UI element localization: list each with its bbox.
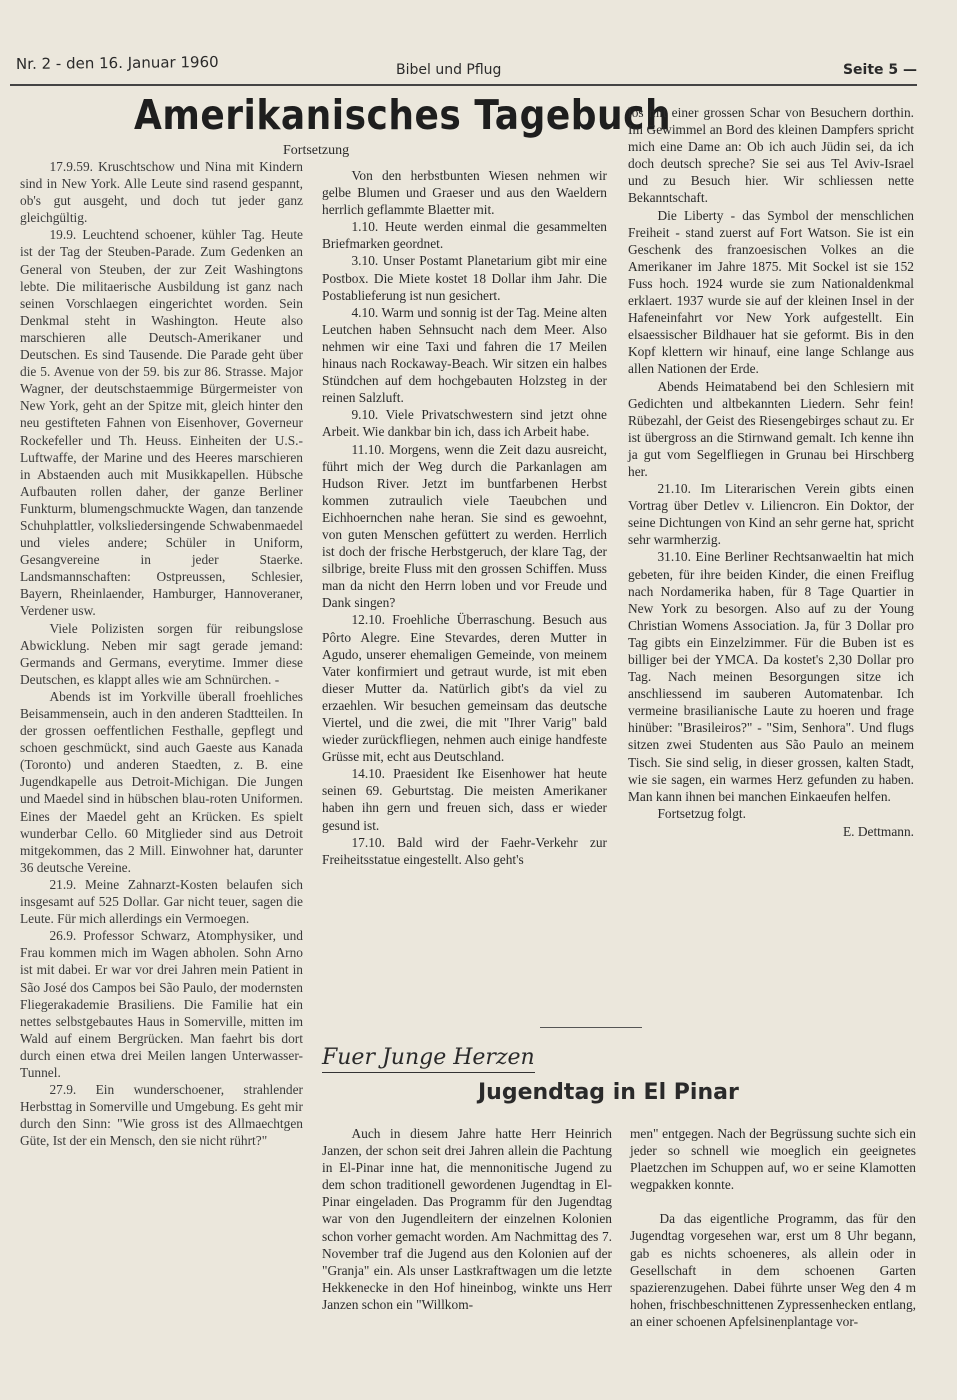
paragraph: 1.10. Heute werden einmal die gesammelten Briefmarken geordnet. xyxy=(322,219,607,252)
article-title: Amerikanisches Tagebuch xyxy=(134,92,672,140)
paragraph: 19.9. Leuchtend schoener, kühler Tag. Heute ist der Tag der Steuben-Parade. Zum Gedenken an General von Steuben, der zur Zeit Washingtons lebte. Die militaerische Ausbildung ist ganz nach seinen Vorschlaegen eingerichtet worden. Sein Denkmal steht in Washington. Heute also marschieren alle Deutsch-Amerikaner und Deutschen. Es sind Tausende. Die Parade geht über die 5. Avenue von der 59. bis zur 86. Strasse. Major Wagner, der deutschstaemmige Bürgermeister von New York, geht an der Spitze mit, gleich hinter den neu gestifteten Fahnen von Eisenhover, Governeur Rockefeller und Th. Heuss. Einheiten der U.S.-Luftwaffe, der Marine und des Heeres marschieren in Abstaenden auch mit Musikkapellen. Hübsche Aufbauten rollen daher, der ganze Berliner Funkturm, blumengschmuckte Wagen, dan tanzende Schuhplattler, volksliedersingende Schwabenmaedel und vieles andere; Schüler in Uniform, Gesangvereine in jeder Staerke. Landsmannschaften: Ostpreussen, Schlesier, Bayern, Rheinlaender, Hamburger, Hannoveraner, Verdener usw. xyxy=(20,227,303,619)
paragraph: 9.10. Viele Privatschwestern sind jetzt ohne Arbeit. Wie dankbar bin ich, dass ich Arbeit habe. xyxy=(322,407,607,440)
paragraph: 11.10. Morgens, wenn die Zeit dazu ausreicht, führt mich der Weg durch die Parkanlagen am Hudson River. Jetzt im buntfarbenen Herbst kommen zutraulich viele Taeubchen und Eichhoernchen nahe heran. Sie sind es gewoehnt, von guten Menschen gefüttert zu werden. Herrlich ist doch der frische Herbstgeruch, der klare Tag, der silbrige, breite Fluss mit den grossen Schiffen. Muss man da nicht den Herrn loben und vor Freude und Dank singen? xyxy=(322,441,607,611)
paragraph: 12.10. Froehliche Überraschung. Besuch aus Pôrto Alegre. Eine Stevardes, deren Mutter in Agudo, unserer ehemaligen Gemeinde, von meinem Vater konfirmiert und getraut wurde, ist mit eben dieser Mutter da. Natürlich gibt's da viel zu erzaehlen. Wir besuchen gemeinsam das deutsche Viertel, und die zwei, die mit "Ihrer Varig" bald wieder zurückfliegen, nehmen auch einige handfeste Grüsse mit, echt aus Deutschland. xyxy=(322,612,607,765)
continued-note: Fortsetzug folgt. xyxy=(657,805,746,821)
article-column-3 xyxy=(628,104,914,840)
paragraph: Da das eigentliche Programm, das für den Jugendtag vorgesehen war, erst um 8 Uhr begann, gab es nichts schoeneres, als allein oder in Gesellschaft in dem schoenen Garten spazierenzugehen. Dabei führte unser Weg den 4 m hohen, frischbeschnittenen Zypressenhecken entlang, an einer schoenen Apfelsinenplantage vor- xyxy=(630,1211,916,1329)
paragraph: men" entgegen. Nach der Begrüssung suchte sich ein jeder so schnell wie moeglich ein geeignetes Plaetzchen im Schuppen auf, wo er seine Klamotten wegpakken konnte. xyxy=(630,1126,916,1193)
paragraph: Abends ist im Yorkville überall froehliches Beisammensein, auch in den anderen Stadtteilen. In der grossen oeffentlichen Festhalle, gepflegt und schoen geschmückt, sind auch Gaeste aus Kanada (Toronto) und anderen Staedten, z. B. eine Jugendkapelle aus Detroit-Michigan. Die Jungen und Maedel sind in hübschen blau-roten Uniformen. Eines der Maedel geht an Krücken. Es spielt wunderbar Cello. 60 Mitglieder sind aus Detroit mitgekommen, das 2 Mill. Einwohner hat, darunter 36 deutsche Vereine. xyxy=(20,688,303,875)
paragraph: Von den herbstbunten Wiesen nehmen wir gelbe Blumen und Graeser und aus den Waeldern herrlich geflammte Blaetter mit. xyxy=(322,168,607,218)
paragraph: Auch in diesem Jahre hatte Herr Heinrich Janzen, der schon seit drei Jahren allein die Pachtung in El-Pinar inne hat, die mennonitische Jugend zu dem schon traditionell gewordenen Jugendtag in El-Pinar eingeladen. Das Programm für den Jugendtag war von den Jugendleitern der einzelnen Kolonien schon vorher gemacht worden. Am Nachmittag des 7. November traf die Jugend aus den Kolonien auf der "Granja" ein. Als unser Lastkraftwagen um die letzte Hekkenecke in den Hof hineinbog, winkte uns Herr Janzen schon ein "Willkom- xyxy=(322,1126,612,1312)
section-separator xyxy=(540,1027,642,1028)
paragraph: 17.10. Bald wird der Faehr-Verkehr zur Freiheitsstatue eingestellt. Also geht's xyxy=(322,834,607,867)
author-signature: E. Dettmann. xyxy=(842,823,914,839)
paragraph: Viele Polizisten sorgen für reibungslose Abwicklung. Neben mir sagt gerade jemand: Germands and Germans, everytime. Immer diese Deutschen, es klappt alles wie am Schnürchen. - xyxy=(20,620,303,687)
page-header xyxy=(16,50,917,84)
paragraph: Die Liberty - das Symbol der menschlichen Freiheit - stand zuerst auf Fort Watson. Sie ist ein Geschenk des franzoesischen Volkes an die Amerikaner im Jahre 1875. Mit Sockel ist sie 152 Fuss hoch. 1924 wurde sie zum Nationaldenkmal erklaert. 1937 wurde sie auf der kleinen Insel in der Hafeneinfahrt vor New York aufgestellt. Ein elsaessischer Bildhauer hat sie geformt. Bis in den Kopf klettern wir hinauf, eine lange Schlange aus allen Nationen der Erde. xyxy=(628,207,914,377)
paragraph: 31.10. Eine Berliner Rechtsanwaeltin hat mich gebeten, für ihre beiden Kinder, die einen Freiflug nach Nordamerika haben, für 8 Tage Quartier in New York zu besorgen. Also auf zu der Young Christian Womens Association. Ja, für 3 Dollar pro Tag gibts ein Einzelzimmer. Für die Buben ist es billiger bei der YMCA. Da kostet's 2,30 Dollar pro Tag. Nach meinen Besorgungen sitze ich anschliessend im sauberen Automatenbar. Ich vermeine brasilianische Laute zu hoeren und frage hinüber: "Brasileiros?" - "Sim, Senhora". Und flugs sitzen zwei Studenten aus São Paulo an meinem Tisch. Sie sind selig, in dieser grossen, kalten Stadt, wie sie sagen, ein warmes Herz gefunden zu haben. Man kann ihnen bei manchen Einkaeufen helfen. xyxy=(628,549,914,804)
article2-column-2 xyxy=(630,1125,916,1330)
article-title-2: Jugendtag in El Pinar xyxy=(478,1080,739,1105)
paragraph: Abends Heimatabend bei den Schlesiern mit Gedichten und altbekannten Liedern. Sehr fein! Rübezahl, der Geist des Riesengebirges schaut zu. Er ist übergross an die Stirnwand gemalt. Ich kenne ihn ja gut vom Segelfliegen in Grunau bei Hirschberg her. xyxy=(628,378,914,479)
paragraph: 14.10. Praesident Ike Eisenhower hat heute seinen 69. Geburtstag. Die meisten Amerikaner haben ihn gern und freuen sich, dass er wieder gesund ist. xyxy=(322,766,607,833)
paragraph: 21.9. Meine Zahnarzt-Kosten belaufen sich insgesamt auf 525 Dollar. Gar nicht teuer, sagen die Leute. Für mich allerdings ein Vermoegen. xyxy=(20,876,303,927)
paragraph: 21.10. Im Literarischen Verein gibts einen Vortrag über Detlev v. Liliencron. Ein Doktor, der seine Dichtungen von Kind an sehr gerne hat, spricht sehr warmherzig. xyxy=(628,481,914,548)
paragraph: 4.10. Warm und sonnig ist der Tag. Meine alten Leutchen haben Sehnsucht nach dem Meer. Also nehmen wir eine Taxi und fahren die 17 Meilen hinaus nach Rockaway-Beach. Wir sitzen ein halbes Stündchen auf dem hochgebauten Holzsteg in der reinen Salzluft. xyxy=(322,304,607,406)
article-subtitle: Fortsetzung xyxy=(283,143,350,158)
paragraph: 17.9.59. Kruschtschow und Nina mit Kindern sind in New York. Alle Leute sind rasend gespannt, ob's gut ausgeht, und doch tut jeder ganz gleichgültig. xyxy=(20,159,303,226)
section-heading: Fuer Junge Herzen xyxy=(322,1045,535,1073)
paragraph: 26.9. Professor Schwarz, Atomphysiker, und Frau kommen mich im Wagen abholen. Sohn Arno ist mit dabei. Er war vor drei Jahren mein Patient in São José dos Campos bei São Paulo, der modernsten Fliegerakademie Brasiliens. Die Familie hat ein nettes selbstgebautes Haus in Somerville, mitten im Wald auf einem Bergrücken. Man faehrt bis dort durch einen etwa drei Meilen langen Unterwasser-Tunnel. xyxy=(20,928,303,1080)
paragraph: los mit einer grossen Schar von Besuchern dorthin. Im Gewimmel an Bord des kleinen Dampfers spricht mich eine Dame an: Ob ich auch Jüdin sei, da ich doch deutsch spreche? Sie sei aus Tel Aviv-Israel und zu Besuch hier. Wir schliessen nette Bekanntschaft. xyxy=(628,105,914,206)
paragraph: 3.10. Unser Postamt Planetarium gibt mir eine Postbox. Die Miete kostet 18 Dollar ihm Jahr. Die Postablieferung ist nun gesichert. xyxy=(322,253,607,303)
article2-column-1 xyxy=(322,1125,612,1313)
issue-date: Nr. 2 - den 16. Januar 1960 xyxy=(15,52,219,74)
article-column-2 xyxy=(322,167,607,868)
page-number: Seite 5 — xyxy=(842,62,917,78)
publication-name: Bibel und Pflug xyxy=(396,62,502,78)
paragraph: 27.9. Ein wunderschoener, strahlender Herbsttag in Somerville und Umgebung. Es geht mir durch den Sinn: "Wie gross ist des Allmaechtgen Güte, Ist der ein Mensch, den sie nicht rührt?" xyxy=(20,1082,303,1149)
header-rule xyxy=(10,84,917,86)
article-column-1 xyxy=(20,158,303,1149)
